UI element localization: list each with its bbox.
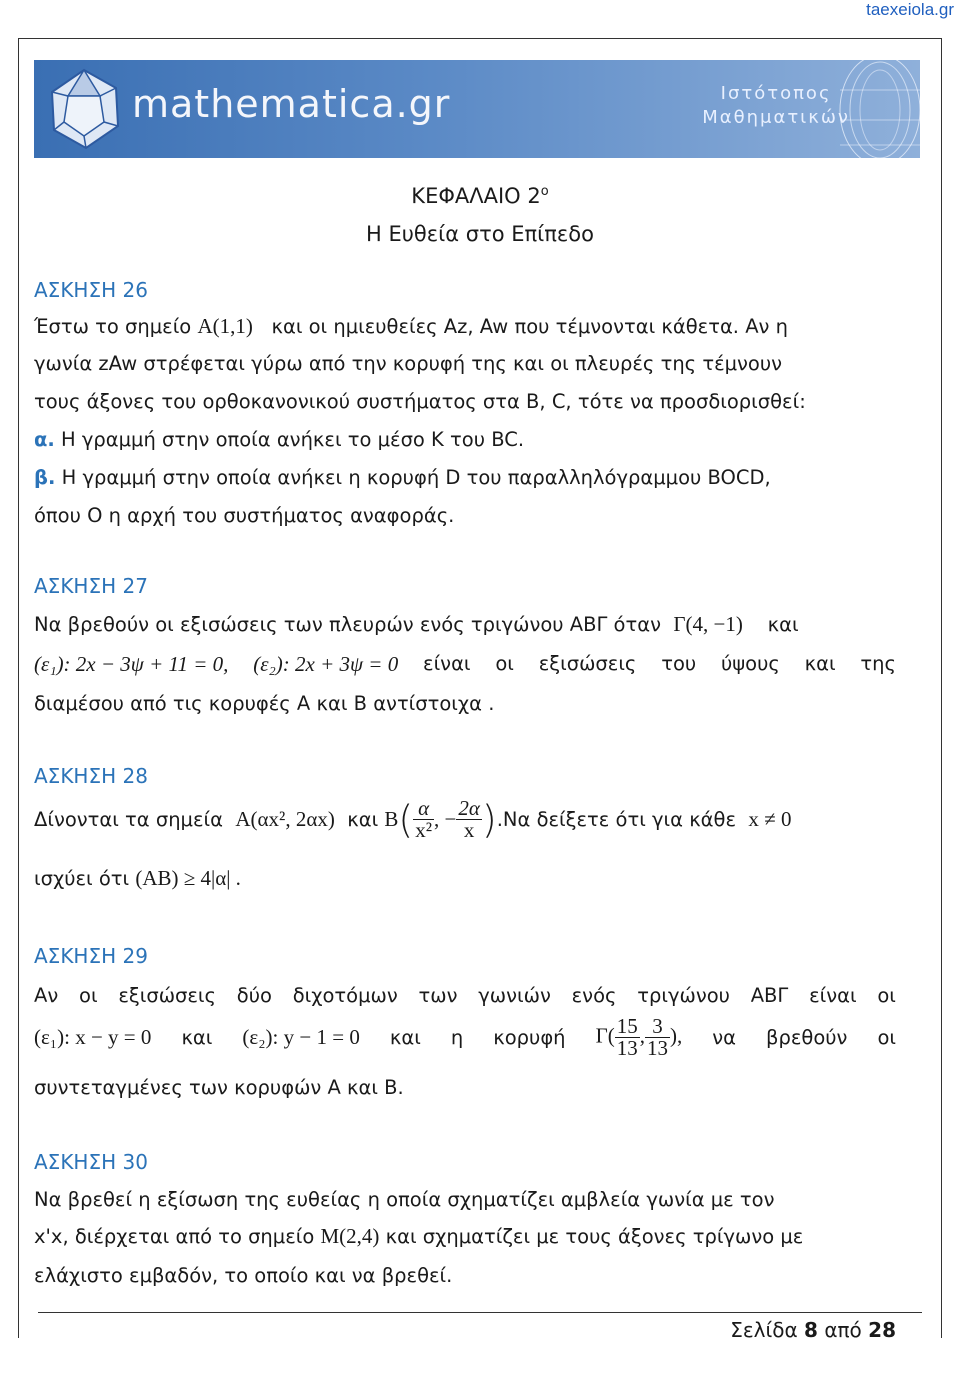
- exercise-28-title: ΑΣΚΗΣΗ 28: [34, 764, 148, 788]
- banner-subtitle-line2: Μαθηματικών: [702, 107, 850, 128]
- ex28-line-1: Δίνονται τα σημεία A(αx², 2αx) και B( $\frac{\alpha}{\text{x²}}$ , − $\frac{2\alpha}{x}$ ).Να δείξετε ότι για κάθε x ≠ 0: [34, 796, 792, 842]
- ex27-line-3: διαμέσου από τις κορυφές Α και Β αντίστοιχα .: [34, 692, 495, 715]
- ex26-part-a: α. Η γραμμή στην οποία ανήκει το μέσο K του BC.: [34, 428, 525, 451]
- ex30-line-3: ελάχιστο εμβαδόν, το οποίο και να βρεθεί.: [34, 1264, 453, 1287]
- site-link[interactable]: taexeiola.gr: [866, 0, 954, 19]
- ex26-line-1: Έστω το σημείο A(1,1) και οι ημιευθείες Az, Aw που τέμνονται κάθετα. Αν η: [34, 314, 788, 338]
- polyhedron-logo-icon: [44, 66, 124, 152]
- ex28-point-a: A(αx², 2αx): [235, 807, 335, 831]
- face-wireframe-icon: [810, 60, 920, 158]
- ex27-line-1: Να βρεθούν οι εξισώσεις των πλευρών ενός τριγώνου ΑΒΓ όταν Γ(4, −1) και: [34, 612, 799, 636]
- chapter-title: ΚΕΦΑΛΑΙΟ $2^o$: [411, 184, 549, 208]
- ex30-line-1: Να βρεθεί η εξίσωση της ευθείας η οποία σχηματίζει αμβλεία γωνία με τον: [34, 1188, 775, 1211]
- ex26-line-3: τους άξονες του ορθοκανονικού συστήματος στα B, C, τότε να προσδιορισθεί:: [34, 390, 806, 413]
- chapter-subtitle: Η Ευθεία στο Επίπεδο: [366, 222, 594, 246]
- ex29-point-g: Γ( $\frac{15}{13}$ , $\frac{3}{13}$ ),: [595, 1014, 683, 1060]
- banner-brand: mathematica.gr: [132, 82, 451, 126]
- page-frame-top: [18, 38, 942, 39]
- ex28-line-2: ισχύει ότι (AB) ≥ 4|α| .: [34, 866, 241, 890]
- exercise-26-title: ΑΣΚΗΣΗ 26: [34, 278, 148, 302]
- ex29-equation-1: (ε₁): x − y = 0: [34, 1025, 152, 1049]
- ex29-line-3: συντεταγμένες των κορυφών Α και Β.: [34, 1076, 404, 1099]
- ex29-line-2: (ε₁): x − y = 0 και (ε₂): y − 1 = 0 και η κορυφή Γ( $\frac{15}{13}$ , $\frac{3}{13}$ ), να βρεθούν οι: [34, 1014, 896, 1060]
- page-number: Σελίδα 8 από 28: [730, 1318, 896, 1342]
- ex30-line-2: x'x, διέρχεται από το σημείο M(2,4) και σχηματίζει με τους άξονες τρίγωνο με: [34, 1224, 804, 1248]
- exercise-27-title: ΑΣΚΗΣΗ 27: [34, 574, 148, 598]
- banner-subtitle-line1: Ιστότοπος: [720, 83, 832, 104]
- ex29-equation-2: (ε₂): y − 1 = 0: [242, 1025, 360, 1049]
- exercise-30-title: ΑΣΚΗΣΗ 30: [34, 1150, 148, 1174]
- ex28-inequality: (AB) ≥ 4|α| .: [135, 866, 241, 890]
- ex29-line-1: Αν οι εξισώσεις δύο διχοτόμων των γωνιών ενός τριγώνου ΑΒΓ είναι οι: [34, 984, 896, 1007]
- ex26-line-2: γωνία zAw στρέφεται γύρω από την κορυφή της και οι πλευρές της τέμνουν: [34, 352, 783, 375]
- header-banner: [34, 60, 920, 158]
- ex26-part-b: β. Η γραμμή στην οποία ανήκει η κορυφή D του παραλληλόγραμμου BOCD,: [34, 466, 771, 489]
- ex28-b-x-fraction: $\frac{\alpha}{\text{x²}}$: [415, 796, 433, 842]
- ex27-equation-2: (ε₂): 2x + 3ψ = 0: [253, 652, 399, 676]
- ex27-equation-1: (ε₁): 2x − 3ψ + 11 = 0,: [34, 652, 229, 676]
- exercise-29-title: ΑΣΚΗΣΗ 29: [34, 944, 148, 968]
- ex27-line-2: (ε₁): 2x − 3ψ + 11 = 0, (ε₂): 2x + 3ψ = 0 είναι οι εξισώσεις του ύψους και της: [34, 652, 896, 676]
- ex28-b-y-fraction: $\frac{2\alpha}{x}$: [458, 796, 480, 842]
- ex26-line-6: όπου O η αρχή του συστήματος αναφοράς.: [34, 504, 455, 527]
- footer-divider: [38, 1312, 922, 1313]
